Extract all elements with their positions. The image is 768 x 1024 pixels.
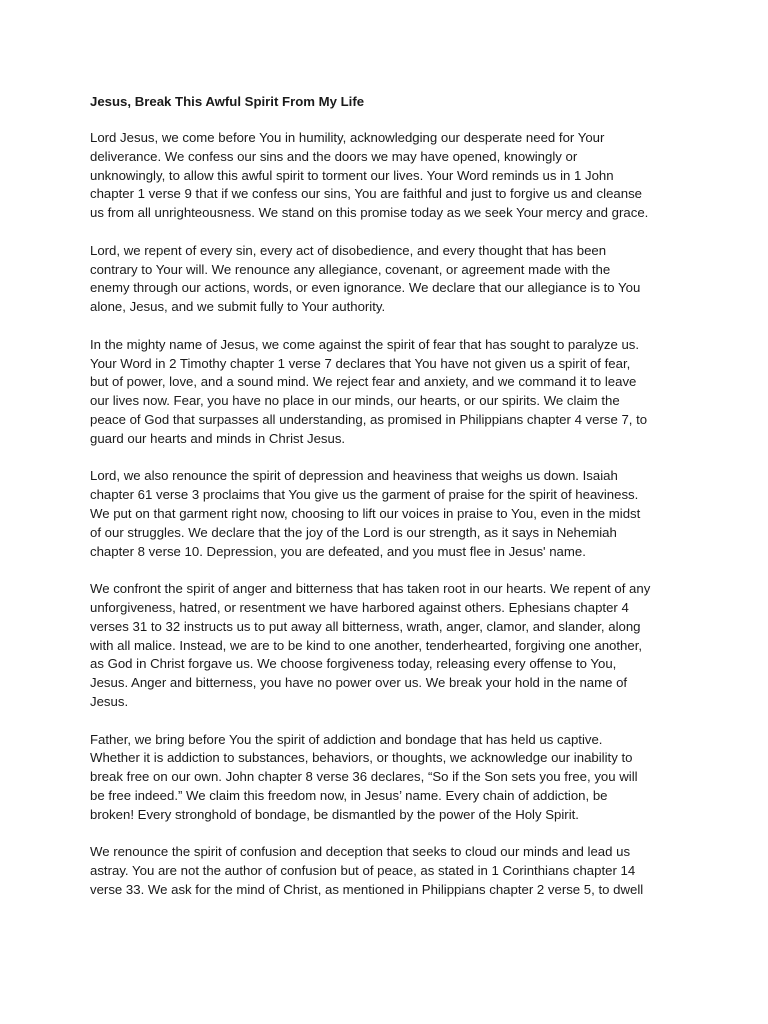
document-title: Jesus, Break This Awful Spirit From My Life: [90, 94, 365, 109]
paragraph-fear: In the mighty name of Jesus, we come against the spirit of fear that has sought to paralyze us. Your Word in 2 Timothy chapter 1 verse 7 declares that You have not given us a spirit of fear, but of power, love, and a sound mind. We reject fear and anxiety, and we command it to leave our lives now. Fear, you have no place in our minds, our hearts, or our spirits. We claim the peace of God that surpasses all understanding, as promised in Philippians chapter 4 verse 7, to guard our hearts and minds in Christ Jesus.: [90, 336, 648, 446]
paragraph-depression: Lord, we also renounce the spirit of depression and heaviness that weighs us down. Isaiah chapter 61 verse 3 proclaims that You give us the garment of praise for the spirit of heaviness. We put on that garment right now, choosing to lift our voices in praise to You, even in the midst of our struggles. We declare that the joy of the Lord is our strength, as it says in Nehemiah chapter 8 verse 10. Depression, you are defeated, and you must flee in Jesus' name.: [90, 468, 641, 559]
paragraph-confusion: We renounce the spirit of confusion and deception that seeks to cloud our minds and lead us astray. You are not the author of confusion but of peace, as stated in 1 Corinthians chapter 14 verse 33. We ask for the mind of Christ, as mentioned in Philippians chapter 2 verse 5, to dwell: [90, 844, 644, 897]
paragraph-confession: Lord Jesus, we come before You in humility, acknowledging our desperate need for Your deliverance. We confess our sins and the doors we may have opened, knowingly or unknowingly, to allow this awful spirit to torment our lives. Your Word reminds us in 1 John chapter 1 verse 9 that if we confess our sins, You are faithful and just to forgive us and cleanse us from all unrighteousness. We stand on this promise today as we seek Your mercy and grace.: [90, 130, 649, 221]
paragraph-anger: We confront the spirit of anger and bitterness that has taken root in our hearts. We repent of any unforgiveness, hatred, or resentment we have harbored against others. Ephesians chapter 4 verses 31 to 32 instructs us to put away all bitterness, wrath, anger, clamor, and slander, along with all malice. Instead, we are to be kind to one another, tenderhearted, forgiving one another, as God in Christ forgave us. We choose forgiveness today, releasing every offense to You, Jesus. Anger and bitterness, you have no power over us. We break your hold in the name of Jesus.: [90, 581, 651, 709]
paragraph-repentance: Lord, we repent of every sin, every act of disobedience, and every thought that has been contrary to Your will. We renounce any allegiance, covenant, or agreement made with the enemy through our actions, words, or even ignorance. We declare that our allegiance is to You alone, Jesus, and we submit fully to Your authority.: [90, 242, 641, 315]
document-page: [90, 92, 690, 918]
paragraph-addiction: Father, we bring before You the spirit of addiction and bondage that has held us captive. Whether it is addiction to substances, behaviors, or thoughts, we acknowledge our inability to break free on our own. John chapter 8 verse 36 declares, “So if the Son sets you free, you will be free indeed.” We claim this freedom now, in Jesus’ name. Every chain of addiction, be broken! Every stronghold of bondage, be dismantled by the power of the Holy Spirit.: [90, 731, 638, 822]
